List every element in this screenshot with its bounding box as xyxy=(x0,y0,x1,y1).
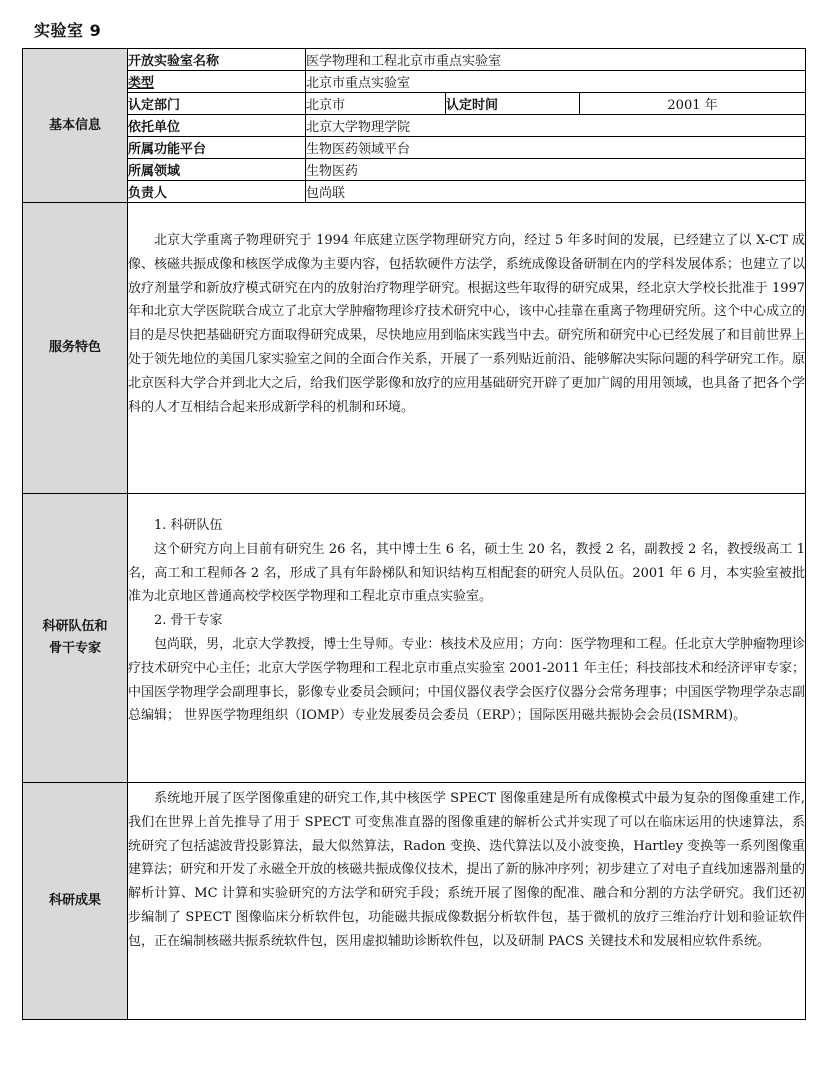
section-label-team xyxy=(23,494,128,783)
team-heading-key-experts: 2. 骨干专家 xyxy=(154,613,223,629)
row-field xyxy=(23,159,806,181)
team-heading-research-team: 1. 科研队伍 xyxy=(154,518,223,533)
row-department xyxy=(23,93,806,115)
section-label-team-line2: 骨干专家 xyxy=(48,641,101,656)
row-platform xyxy=(23,137,806,159)
value-certified-time: 2001 年 xyxy=(580,93,806,115)
team-text-cell xyxy=(128,494,806,783)
value-lab-name: 医学物理和工程北京市重点实验室 xyxy=(306,49,806,71)
label-director: 负责人 xyxy=(128,181,306,203)
section-label-service: 服务特色 xyxy=(23,203,128,494)
label-host-unit: 依托单位 xyxy=(128,115,306,137)
section-label-achievements: 科研成果 xyxy=(23,783,128,1020)
service-text-cell xyxy=(128,203,806,494)
row-type xyxy=(23,71,806,93)
service-paragraph: 北京大学重离子物理研究于 1994 年底建立医学物理研究方向，经过 5 年多时间的发展，已经建立了以 X-CT 成像、核磁共振成像和核医学成像为主要内容，包括软硬件方法学，系统成像设备研制在内的学科发展体系；也建立了以放疗剂量学和新放疗模式研究在内的放射治疗物理学研究。根据这些年取得的研究成果，经北京大学校长批准于 1997 年和北京大学医院联合成立了北京大学肿瘤物理诊疗技术研究中心，该中心挂靠在重离子物理研究所。这个中心成立的目的是尽快把基础研究方面取得研究成果，尽快地应用到临床实践当中去。研究所和研究中心已经发展了和目前世界上处于领先地位的美国几家实验室之间的全面合作关系，开展了一系列贴近前沿、能够解决实际问题的科学研究工作。原北京医科大学合并到北大之后，给我们医学影像和放疗的应用基础研究开辟了更加广阔的用用领域，也具备了把各个学科的人才互相结合起来形成新学科的机制和环境。 xyxy=(128,233,806,415)
value-field: 生物医药 xyxy=(306,159,806,181)
value-host-unit: 北京大学物理学院 xyxy=(306,115,806,137)
row-lab-name xyxy=(23,49,806,71)
label-certified-time: 认定时间 xyxy=(446,93,580,115)
label-lab-name: 开放实验室名称 xyxy=(128,49,306,71)
team-paragraph-key-experts: 包尚联，男，北京大学教授，博士生导师。专业：核技术及应用；方向：医学物理和工程。任北京大学肿瘤物理诊疗技术研究中心主任；北京大学医学物理和工程北京市重点实验室 2001-2011 年主任；科技部技术和经济评审专家；中国医学物理学会副理事长，影像专业委员会顾问；中国仪器仪表学会医疗仪器分会常务理事；中国医学物理学杂志副总编辑； 世界医学物理组织（IOMP）专业发展委员会委员（ERP）；国际医用磁共振协会会员(ISMRM)。 xyxy=(128,636,806,724)
label-platform: 所属功能平台 xyxy=(128,137,306,159)
row-host-unit xyxy=(23,115,806,137)
value-platform: 生物医药领域平台 xyxy=(306,137,806,159)
row-team xyxy=(23,494,806,783)
label-field: 所属领域 xyxy=(128,159,306,181)
lab-info-table xyxy=(22,48,806,1020)
section-label-team-line1: 科研队伍和 xyxy=(42,619,108,634)
page-title: 实验室 9 xyxy=(34,21,102,40)
section-label-basic-info: 基本信息 xyxy=(23,49,128,203)
value-director: 包尚联 xyxy=(306,181,806,203)
value-type: 北京市重点实验室 xyxy=(306,71,806,93)
achievements-text-cell xyxy=(128,783,806,1020)
achievements-paragraph: 系统地开展了医学图像重建的研究工作,其中核医学 SPECT 图像重建是所有成像模式中最为复杂的图像重建工作,我们在世界上首先推导了用于 SPECT 可变焦准直器的图像重建的解析公式并实现了可以在临床运用的快速算法，系统研究了包括滤波背投影算法，最大似然算法，Radon 变换、迭代算法以及小波变换，Hartley 变换等一系列图像重建算法；研究和开发了永磁全开放的核磁共振成像仪技术，提出了新的脉冲序列；初步建立了对电子直线加速器剂量的解析计算、MC 计算和实验研究的方法学和研究手段；系统开展了图像的配准、融合和分割的方法学研究。我们还初步编制了 SPECT 图像临床分析软件包，功能磁共振成像数据分析软件包，基于微机的放疗三维治疗计划和验证软件包，正在编制核磁共振系统软件包，医用虚拟辅助诊断软件包，以及研制 PACS 关键技术和发展相应软件系统。 xyxy=(128,791,806,949)
value-department: 北京市 xyxy=(306,93,446,115)
label-type: 类型 xyxy=(128,71,306,93)
label-department: 认定部门 xyxy=(128,93,306,115)
team-paragraph-research-team: 这个研究方向上目前有研究生 26 名，其中博士生 6 名，硕士生 20 名，教授 2 名，副教授 2 名，教授级高工 1 名，高工和工程师各 2 名，形成了具有年龄梯队和知识结构互相配套的研究人员队伍。2001 年 6 月，本实验室被批准为北京地区普通高校学校医学物理和工程北京市重点实验室。 xyxy=(128,541,806,605)
row-achievements xyxy=(23,783,806,1020)
row-director xyxy=(23,181,806,203)
row-service xyxy=(23,203,806,494)
